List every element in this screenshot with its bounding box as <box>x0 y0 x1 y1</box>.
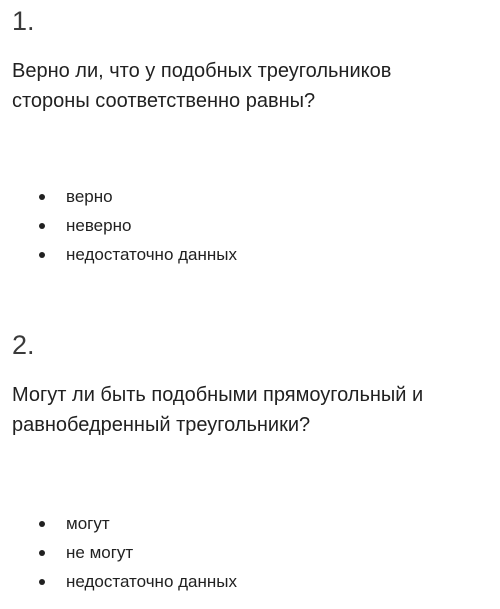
question-text-line: стороны соответственно равны? <box>12 90 316 112</box>
answer-options-list <box>36 509 237 596</box>
answer-options-list <box>36 182 237 269</box>
question-text <box>12 56 492 116</box>
answer-option-label: недостаточно данных <box>66 572 237 591</box>
question-text <box>12 380 492 440</box>
answer-option[interactable] <box>36 538 237 567</box>
question-text-line: Верно ли, что у подобных треугольников <box>12 60 392 82</box>
answer-option-label: могут <box>66 514 110 533</box>
question-number: 2. <box>12 330 35 360</box>
answer-option[interactable] <box>36 567 237 596</box>
answer-option-label: неверно <box>66 216 132 235</box>
bullet-icon <box>39 194 45 200</box>
question-number: 1. <box>12 6 35 36</box>
bullet-icon <box>39 521 45 527</box>
answer-option[interactable] <box>36 211 237 240</box>
question-text-line: равнобедренный треугольники? <box>12 414 311 436</box>
answer-option-label: верно <box>66 187 113 206</box>
answer-option-label: недостаточно данных <box>66 245 237 264</box>
bullet-icon <box>39 252 45 258</box>
answer-option[interactable] <box>36 182 237 211</box>
bullet-icon <box>39 579 45 585</box>
bullet-icon <box>39 223 45 229</box>
bullet-icon <box>39 550 45 556</box>
answer-option-label: не могут <box>66 543 134 562</box>
answer-option[interactable] <box>36 509 237 538</box>
question-text-line: Могут ли быть подобными прямоугольный и <box>12 384 424 406</box>
answer-option[interactable] <box>36 240 237 269</box>
